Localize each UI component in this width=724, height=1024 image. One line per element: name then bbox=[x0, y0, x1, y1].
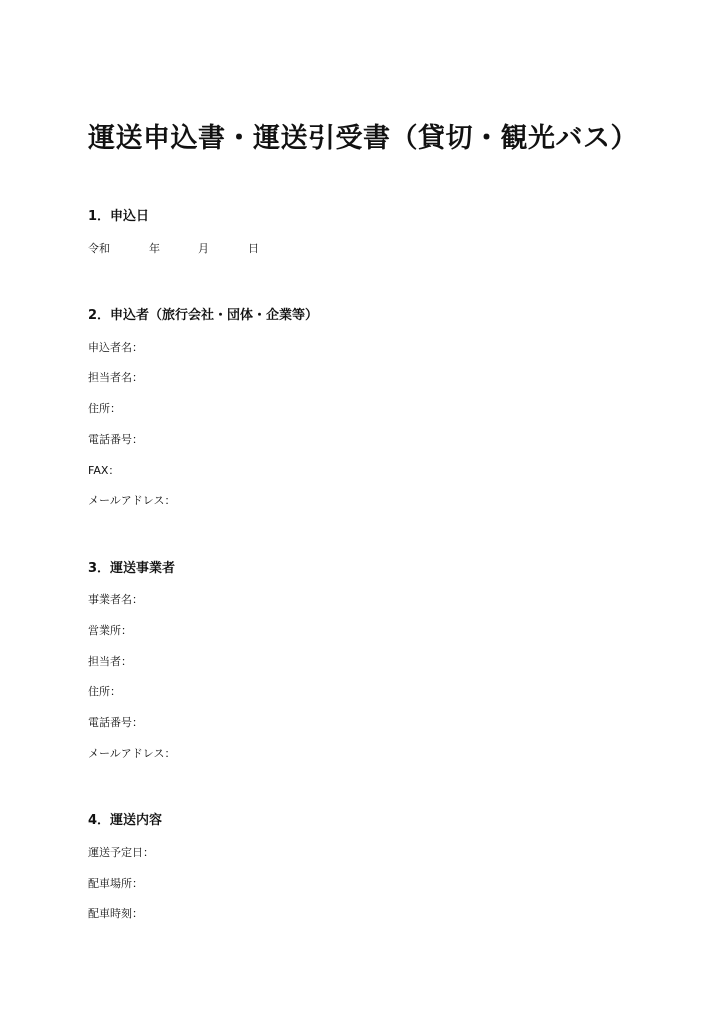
field-contact-person: 担当者名： bbox=[88, 371, 143, 384]
field-carrier-phone: 電話番号： bbox=[88, 716, 143, 729]
field-email: メールアドレス： bbox=[88, 494, 176, 507]
field-business-name: 事業者名： bbox=[88, 593, 143, 606]
date-day-label: 日 bbox=[248, 242, 259, 255]
field-dispatch-location: 配車場所： bbox=[88, 877, 143, 890]
field-carrier-contact: 担当者： bbox=[88, 655, 132, 668]
date-year-label: 年 bbox=[149, 242, 160, 255]
section-heading-applicant: 2．申込者（旅行会社・団体・企業等） bbox=[88, 308, 319, 323]
section-heading-application-date: 1．申込日 bbox=[88, 209, 150, 224]
field-address: 住所： bbox=[88, 402, 121, 415]
field-carrier-address: 住所： bbox=[88, 685, 121, 698]
field-office: 営業所： bbox=[88, 624, 132, 637]
document-title: 運送申込書・運送引受書（貸切・観光バス） bbox=[88, 123, 638, 154]
field-applicant-name: 申込者名： bbox=[88, 341, 143, 354]
date-era-label: 令和 bbox=[88, 242, 110, 255]
field-scheduled-date: 運送予定日： bbox=[88, 846, 154, 859]
section-heading-carrier: 3．運送事業者 bbox=[88, 561, 176, 576]
date-month-label: 月 bbox=[198, 242, 209, 255]
field-fax: FAX： bbox=[88, 464, 120, 477]
field-phone: 電話番号： bbox=[88, 433, 143, 446]
field-dispatch-time: 配車時刻： bbox=[88, 907, 143, 920]
field-carrier-email: メールアドレス： bbox=[88, 747, 176, 760]
section-heading-transport-details: 4．運送内容 bbox=[88, 813, 163, 828]
